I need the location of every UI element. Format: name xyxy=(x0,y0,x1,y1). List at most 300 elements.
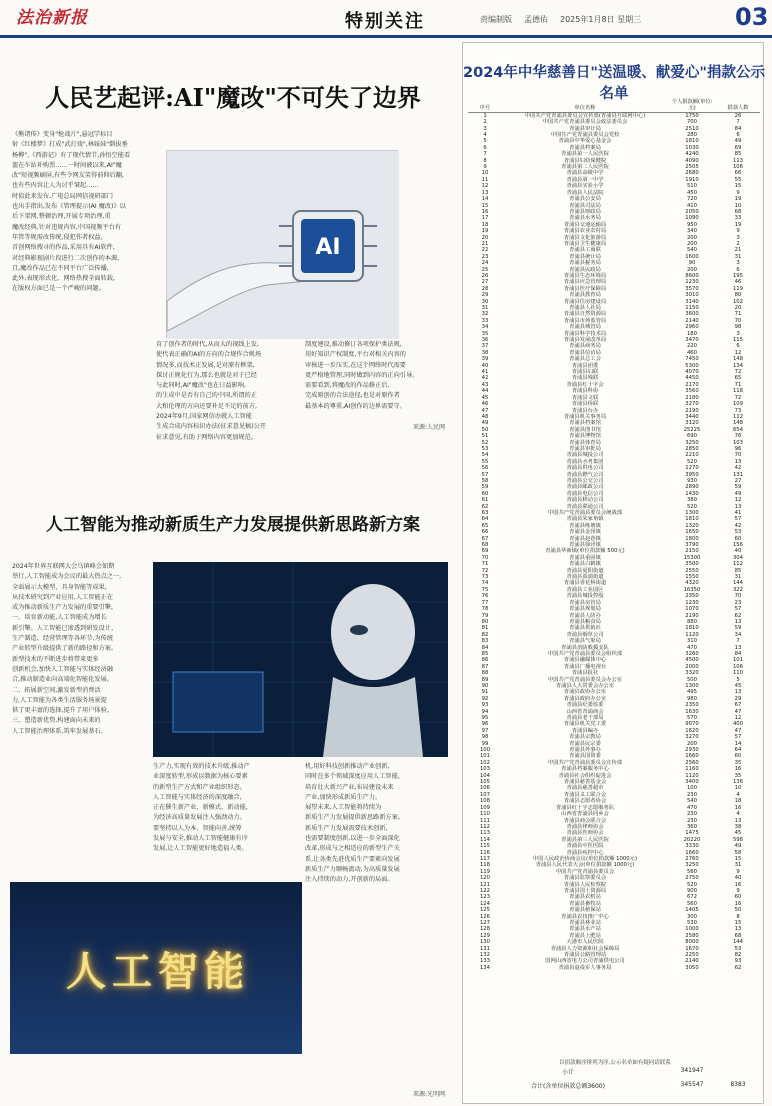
row-amount: 180 xyxy=(686,330,698,337)
row-amount: 495 xyxy=(686,689,698,696)
masthead xyxy=(0,0,772,36)
row-people: 9 xyxy=(736,189,740,196)
row-amount: 2750 xyxy=(685,875,699,882)
row-index: 48 xyxy=(481,413,489,420)
text-line: 新质生产力发展需要技术创新, xyxy=(305,824,388,832)
row-amount: 520 xyxy=(686,503,698,510)
row-people: 31 xyxy=(734,862,742,869)
row-amount: 200 xyxy=(686,266,698,273)
row-unit: 青浦县工商联 xyxy=(569,247,601,254)
row-index: 20 xyxy=(481,234,489,241)
row-index: 69 xyxy=(481,548,489,555)
row-index: 116 xyxy=(479,849,491,856)
donation-row xyxy=(468,965,760,971)
row-people: 136 xyxy=(732,779,744,786)
row-amount: 3120 xyxy=(685,420,699,427)
row-amount: 1405 xyxy=(685,907,699,914)
total-row xyxy=(468,1081,760,1090)
row-index: 105 xyxy=(479,779,491,786)
row-amount: 1090 xyxy=(685,215,699,222)
text-line: 育了创作者的时代,从而大的视线上发, xyxy=(156,341,259,348)
row-amount: 900 xyxy=(686,887,698,894)
row-amount: 2050 xyxy=(685,208,699,215)
row-unit: 青浦县邮政公司 xyxy=(566,484,604,491)
donation-table-header xyxy=(468,99,760,112)
row-index: 70 xyxy=(481,554,489,561)
article1-col1 xyxy=(12,130,152,413)
row-index: 108 xyxy=(479,798,491,805)
row-unit: 青浦县融媒体中心 xyxy=(563,657,607,664)
row-index: 90 xyxy=(481,682,489,689)
row-amount: 460 xyxy=(686,349,698,356)
row-amount: 2190 xyxy=(685,612,699,619)
row-unit: 中国共产党青浦县委员会政法委员会 xyxy=(542,119,628,126)
row-people: 34 xyxy=(734,631,742,638)
text-line: 一、培育新动能,人工智能成为增长 xyxy=(12,614,107,622)
row-index: 42 xyxy=(481,375,489,382)
row-index: 99 xyxy=(481,740,489,747)
row-unit: 青浦县盈浦街道 xyxy=(566,574,604,581)
ai-neon-image xyxy=(10,882,302,1054)
row-unit: 青浦县国资委 xyxy=(569,753,601,760)
row-index: 123 xyxy=(479,894,491,901)
row-unit: 青浦县重固镇 xyxy=(569,554,601,561)
row-amount: 8600 xyxy=(685,272,699,279)
row-index: 85 xyxy=(481,650,489,657)
row-amount: 1800 xyxy=(685,535,699,542)
row-index: 75 xyxy=(481,586,489,593)
row-unit: 中国共产党青浦县委员会组织部 xyxy=(547,650,623,657)
row-unit: 青浦县文联 xyxy=(571,394,599,401)
text-line: 探讨正规化行为,那么也就是对于已经 xyxy=(156,371,257,379)
row-amount: 510 xyxy=(686,183,698,190)
row-people: 103 xyxy=(732,439,744,446)
row-index: 95 xyxy=(481,715,489,721)
row-index: 78 xyxy=(481,606,489,613)
row-amount: 230 xyxy=(686,817,698,824)
row-unit: 青浦县工业园区 xyxy=(566,586,604,593)
row-people: 7 xyxy=(736,119,740,126)
text-line: 三、塑造新优势,构建面向未来的 xyxy=(12,717,101,725)
row-index: 129 xyxy=(479,932,491,939)
row-index: 38 xyxy=(481,349,489,356)
row-unit: 青浦县林业站 xyxy=(569,920,601,926)
row-unit: 青浦县退役军人事务局 xyxy=(558,964,612,971)
row-unit: 青浦县水务局 xyxy=(569,215,601,222)
row-index: 60 xyxy=(481,490,489,497)
row-unit: 青浦县侨联 xyxy=(571,401,599,408)
row-unit: 青浦县粮食局 xyxy=(569,618,601,625)
row-people: 3 xyxy=(736,260,740,267)
row-index: 98 xyxy=(481,734,489,741)
row-index: 89 xyxy=(481,676,489,683)
text-line: 从技术研究到产业应用,人工智能正在 xyxy=(12,593,113,601)
row-unit: 青浦县编办 xyxy=(571,727,599,734)
row-index: 15 xyxy=(481,202,489,209)
row-unit: 青浦县科协 xyxy=(571,388,599,395)
row-people: 33 xyxy=(734,215,742,222)
row-people: 109 xyxy=(732,401,744,408)
row-unit: 青浦县应急管理局 xyxy=(563,279,607,286)
row-amount: 2190 xyxy=(685,407,699,414)
ai-chip-label: AI xyxy=(315,235,341,260)
row-amount: 90 xyxy=(688,260,696,267)
text-line: 的新型生产方式和产业组织形态。 xyxy=(153,783,246,791)
row-index: 107 xyxy=(479,791,491,798)
row-index: 133 xyxy=(479,958,491,965)
row-unit: 青浦县公交公司 xyxy=(566,477,604,484)
row-index: 5 xyxy=(483,138,487,145)
row-index: 96 xyxy=(481,721,489,728)
row-index: 8 xyxy=(483,157,487,164)
row-amount: 1810 xyxy=(685,138,699,145)
row-unit: 青浦县人力资源和社会保障局 xyxy=(550,945,620,952)
row-unit: 青浦县土肥站 xyxy=(569,932,601,939)
row-people: 93 xyxy=(734,958,742,965)
text-line: 制度建设,推动修订各项保护类法规, xyxy=(305,341,402,348)
row-people: 26 xyxy=(734,112,742,119)
row-people: 18 xyxy=(734,798,742,805)
row-people: 31 xyxy=(734,574,742,581)
row-people: 53 xyxy=(734,529,742,536)
row-unit: 青浦县第一人民医院 xyxy=(561,151,609,158)
row-amount: 520 xyxy=(686,881,698,888)
row-people: 16 xyxy=(734,804,742,811)
row-unit: 青浦县第三人民医院 xyxy=(561,836,609,843)
row-index: 64 xyxy=(481,516,489,523)
row-amount: 1000 xyxy=(685,926,699,933)
row-index: 34 xyxy=(481,324,489,331)
row-amount: 4240 xyxy=(685,151,699,158)
text-line: 改革,形成与之相适应的新型生产关 xyxy=(305,845,400,853)
row-index: 33 xyxy=(481,317,489,324)
text-line: 培育壮大新兴产业,布局建设未来 xyxy=(305,783,394,791)
row-unit: 青浦县公安局 xyxy=(569,196,601,203)
row-unit: 青浦县文化旅游局 xyxy=(563,234,607,241)
row-unit: 青浦县第一中学 xyxy=(566,176,604,183)
row-amount: 980 xyxy=(686,695,698,702)
row-people: 57 xyxy=(734,606,742,613)
row-people: 49 xyxy=(734,490,742,497)
row-people: 98 xyxy=(734,324,742,331)
row-people: 85 xyxy=(734,567,742,574)
text-line: 新质生产力发展提供新思路新方案。 xyxy=(305,814,404,822)
row-people: 45 xyxy=(734,682,742,689)
row-people: 40 xyxy=(734,875,742,882)
row-unit: 中国共产党青浦县委员会宣传部 xyxy=(547,759,623,766)
row-amount: 20220 xyxy=(683,836,701,843)
text-line: 发展,让人工智能更好地造福人类。 xyxy=(153,845,248,853)
row-people: 47 xyxy=(734,727,742,734)
row-people: 2 xyxy=(736,240,740,247)
text-line: 射《红楼梦》打成"武打戏",林妹妹"倒拔垂 xyxy=(12,141,128,149)
row-unit: 青浦县医疗保障局 xyxy=(563,285,607,292)
row-unit: 青浦县中医医院 xyxy=(566,843,604,850)
row-index: 37 xyxy=(481,343,489,350)
row-people: 12 xyxy=(734,497,742,504)
row-amount: 880 xyxy=(686,618,698,625)
row-amount: 100 xyxy=(686,785,698,792)
row-amount: 3440 xyxy=(685,413,699,420)
row-amount: 1810 xyxy=(685,516,699,523)
row-index: 117 xyxy=(479,855,491,862)
row-amount: 4500 xyxy=(685,657,699,664)
row-unit: 青浦县科学技术局 xyxy=(563,330,607,337)
row-people: 19 xyxy=(734,196,742,203)
row-people: 20 xyxy=(734,305,742,311)
row-unit: 青浦县财政局 xyxy=(569,208,601,215)
row-unit: 青浦县档案服务中心 xyxy=(561,766,609,773)
row-people: 4 xyxy=(736,811,740,818)
text-line: 与此同时,AI"魔改"也在日益影响, xyxy=(156,382,246,390)
subtotal-amount: 341947 xyxy=(680,1067,704,1074)
row-unit: 国网山西省电力公司青浦供电公司 xyxy=(545,958,625,965)
row-amount: 1300 xyxy=(685,510,699,516)
row-unit: 青浦县外事办 xyxy=(569,747,601,754)
row-amount: 25225 xyxy=(683,426,701,433)
row-amount: 200 xyxy=(686,740,698,747)
row-amount: 3600 xyxy=(685,311,699,318)
row-people: 6 xyxy=(736,266,740,273)
row-people: 41 xyxy=(734,510,742,516)
text-line: 改"短视频刷屏,有些令网友笑得前仰后翻, xyxy=(12,172,124,180)
row-index: 66 xyxy=(481,529,489,536)
text-line: 机,用好科技创新推动产业创新, xyxy=(305,763,390,770)
article1-headline: 人民艺起评:AI"魔改"不可失了边界 xyxy=(45,83,421,112)
row-unit: 青浦县档案馆 xyxy=(569,420,601,427)
row-unit: 青浦县民政局 xyxy=(569,266,601,273)
row-unit: 青浦县移动公司 xyxy=(566,497,604,504)
row-index: 124 xyxy=(479,900,491,907)
row-amount: 470 xyxy=(686,644,698,651)
row-index: 47 xyxy=(481,407,489,414)
row-people: 55 xyxy=(734,176,742,183)
row-index: 30 xyxy=(481,298,489,305)
row-amount: 310 xyxy=(686,638,698,645)
text-line: 需要看到,将魔改的作品修正后, xyxy=(305,382,390,390)
text-line: 举行,人工智能成为会议的最大热点之一, xyxy=(12,573,122,581)
row-amount: 410 xyxy=(686,202,698,209)
article1-col3-lines xyxy=(305,340,455,412)
row-people: 60 xyxy=(734,753,742,760)
row-amount: 2350 xyxy=(685,593,699,600)
row-amount: 530 xyxy=(686,920,698,926)
row-amount: 570 xyxy=(686,715,698,721)
robot-hand-illustration xyxy=(167,151,399,339)
row-unit: 青浦县商务局 xyxy=(569,343,601,350)
row-unit: 青浦县广播电视台 xyxy=(563,663,607,670)
row-index: 87 xyxy=(481,663,489,670)
donation-table xyxy=(468,99,760,971)
text-line: 也需要制度创新,以进一步全面深化 xyxy=(305,835,400,843)
row-people: 8 xyxy=(736,913,740,920)
row-unit: 青浦县商会联合会 xyxy=(563,817,607,824)
row-unit: 青浦县消防救援支队 xyxy=(561,644,609,651)
article2-col1 xyxy=(12,562,149,877)
text-line: 正在催生新产业、新模式、新动能, xyxy=(153,804,248,812)
row-index: 36 xyxy=(481,337,489,344)
row-unit: 青浦县机关事务局 xyxy=(563,413,607,420)
row-people: 38 xyxy=(734,823,742,830)
row-index: 54 xyxy=(481,452,489,459)
row-people: 80 xyxy=(734,292,742,299)
row-unit: 青浦县第二人民医院 xyxy=(561,164,609,171)
row-amount: 2560 xyxy=(685,759,699,766)
row-index: 134 xyxy=(479,964,491,971)
article1-col2 xyxy=(156,340,301,441)
row-people: 35 xyxy=(734,759,742,766)
row-amount: 3260 xyxy=(685,650,699,657)
row-amount: 3560 xyxy=(685,388,699,395)
row-index: 83 xyxy=(481,638,489,645)
row-index: 27 xyxy=(481,279,489,286)
row-people: 598 xyxy=(732,836,744,843)
row-people: 195 xyxy=(732,272,744,279)
row-amount: 2250 xyxy=(685,952,699,959)
row-people: 148 xyxy=(732,356,744,363)
row-index: 10 xyxy=(481,170,489,177)
row-people: 21 xyxy=(734,247,742,254)
row-people: 64 xyxy=(734,747,742,754)
row-people: 115 xyxy=(732,337,744,344)
row-people: 19 xyxy=(734,221,742,228)
row-people: 7 xyxy=(736,638,740,645)
row-index: 121 xyxy=(479,881,491,888)
row-people: 68 xyxy=(734,208,742,215)
row-people: 15 xyxy=(734,920,742,926)
text-line: 新质生产力顺畅流动,为高质量发展 xyxy=(305,865,400,873)
row-index: 12 xyxy=(481,183,489,190)
text-line: 魔改经典,针对违规内容,中国视频平台有 xyxy=(12,223,122,231)
row-index: 84 xyxy=(481,644,489,651)
total-people: 8383 xyxy=(730,1081,746,1088)
row-people: 96 xyxy=(734,445,742,452)
row-index: 74 xyxy=(481,580,489,587)
row-people: 68 xyxy=(734,932,742,939)
masthead-meta xyxy=(480,14,641,25)
row-amount: 2180 xyxy=(685,394,699,401)
row-unit: 青浦县练塘镇 xyxy=(569,522,601,529)
row-unit: 青浦县红十字会 xyxy=(566,381,604,388)
row-index: 127 xyxy=(479,920,491,926)
row-people: 84 xyxy=(734,125,742,132)
row-amount: 3790 xyxy=(685,542,699,549)
row-amount: 15300 xyxy=(683,554,701,561)
text-line: 生产力,实现有效的技术升级,推动产 xyxy=(153,763,250,770)
row-unit: 青浦县政府办公室 xyxy=(563,695,607,702)
row-unit: 青浦县自然资源局 xyxy=(563,311,607,318)
row-index: 31 xyxy=(481,305,489,311)
editor-label: 责编制版 xyxy=(480,15,512,24)
row-amount: 3330 xyxy=(685,843,699,850)
row-amount: 1475 xyxy=(685,830,699,837)
row-unit: 青浦县畜牧站 xyxy=(569,900,601,907)
row-unit: 青浦县夏阳街道 xyxy=(566,567,604,574)
row-people: 304 xyxy=(732,554,744,561)
text-line: 也有些内容让人为讨乎皱起…… xyxy=(12,182,99,190)
row-unit: 青浦县政协办公室 xyxy=(563,689,607,696)
row-index: 82 xyxy=(481,631,489,638)
row-people: 144 xyxy=(732,580,744,587)
row-amount: 1630 xyxy=(685,708,699,715)
row-unit: 青浦县团委 xyxy=(571,362,599,369)
row-unit: 青浦县城投公司 xyxy=(566,452,604,459)
row-people: 654 xyxy=(732,426,744,433)
row-index: 56 xyxy=(481,465,489,472)
row-index: 16 xyxy=(481,208,489,215)
row-people: 118 xyxy=(732,388,744,395)
row-amount: 1750 xyxy=(685,112,699,119)
row-unit: 青浦县慈善基金会 xyxy=(563,779,607,786)
row-index: 23 xyxy=(481,253,489,260)
article2-col3 xyxy=(305,762,455,1082)
row-amount: 4320 xyxy=(685,580,699,587)
text-line: 《熊诸传》变身"枪战片",悬冠学标目 xyxy=(12,131,113,138)
text-line: 用好知识产权制度,平台对相关内容的 xyxy=(305,351,406,359)
row-people: 106 xyxy=(732,663,744,670)
text-line: 最基本的尊重,AI创作的边界需要守。 xyxy=(305,402,406,410)
row-amount: 1150 xyxy=(685,305,699,311)
row-people: 16 xyxy=(734,900,742,907)
row-amount: 360 xyxy=(686,823,698,830)
row-unit: 青浦县残联 xyxy=(571,375,599,382)
row-unit: 青浦县报社 xyxy=(571,670,599,677)
row-unit: 青浦县税务局 xyxy=(569,260,601,267)
row-people: 84 xyxy=(734,650,742,657)
row-people: 156 xyxy=(732,542,744,549)
row-amount: 500 xyxy=(686,676,698,683)
row-index: 19 xyxy=(481,228,489,235)
row-index: 92 xyxy=(481,695,489,702)
text-line: 审核进一步压实,在这个网络时代需要 xyxy=(305,361,406,369)
row-unit: 青浦县博物馆 xyxy=(569,433,601,440)
row-unit: 青浦县妇幼保健院 xyxy=(563,157,607,164)
subtotal-row xyxy=(468,1067,760,1076)
row-index: 81 xyxy=(481,625,489,632)
row-unit: 青浦县统计局 xyxy=(569,253,601,260)
row-unit: 中国人民政治协商会议(单位捐款额 1000元) xyxy=(532,855,638,862)
text-line: 情况多,而技术正发展,是对原有框架, xyxy=(156,361,255,369)
row-amount: 1270 xyxy=(685,465,699,472)
row-amount: 2505 xyxy=(685,164,699,171)
row-people: 49 xyxy=(734,843,742,850)
row-index: 111 xyxy=(479,817,491,824)
article1-col1-lines xyxy=(12,130,152,295)
neon-sign-text: 人工智能 xyxy=(66,949,250,995)
row-people: 13 xyxy=(734,817,742,824)
row-unit: 青浦县朱家角镇 xyxy=(566,516,604,523)
row-people: 110 xyxy=(732,670,744,677)
row-amount: 3250 xyxy=(685,862,699,869)
row-people: 113 xyxy=(732,157,744,164)
row-people: 16 xyxy=(734,881,742,888)
row-unit: 青浦县审批局 xyxy=(569,445,601,452)
row-people: 13 xyxy=(734,503,742,510)
row-index: 28 xyxy=(481,285,489,292)
row-unit: 青浦县农业农村局 xyxy=(563,228,607,235)
total-amount: 345547 xyxy=(680,1081,704,1088)
row-unit: 青浦县纪委监委 xyxy=(566,702,604,709)
row-people: 76 xyxy=(734,433,742,440)
row-amount: 1660 xyxy=(685,849,699,856)
row-unit: 青浦县白鹤镇 xyxy=(569,561,601,568)
row-amount: 3250 xyxy=(685,439,699,446)
text-line: 2024年世界互联网大会乌镇峰会如期 xyxy=(12,563,115,570)
row-amount: 3320 xyxy=(685,670,699,677)
row-unit: 青浦县人民法院 xyxy=(566,189,604,196)
article1-col2-lines xyxy=(156,340,301,443)
text-line: 展望未来,人工智能将持续为 xyxy=(305,804,382,812)
